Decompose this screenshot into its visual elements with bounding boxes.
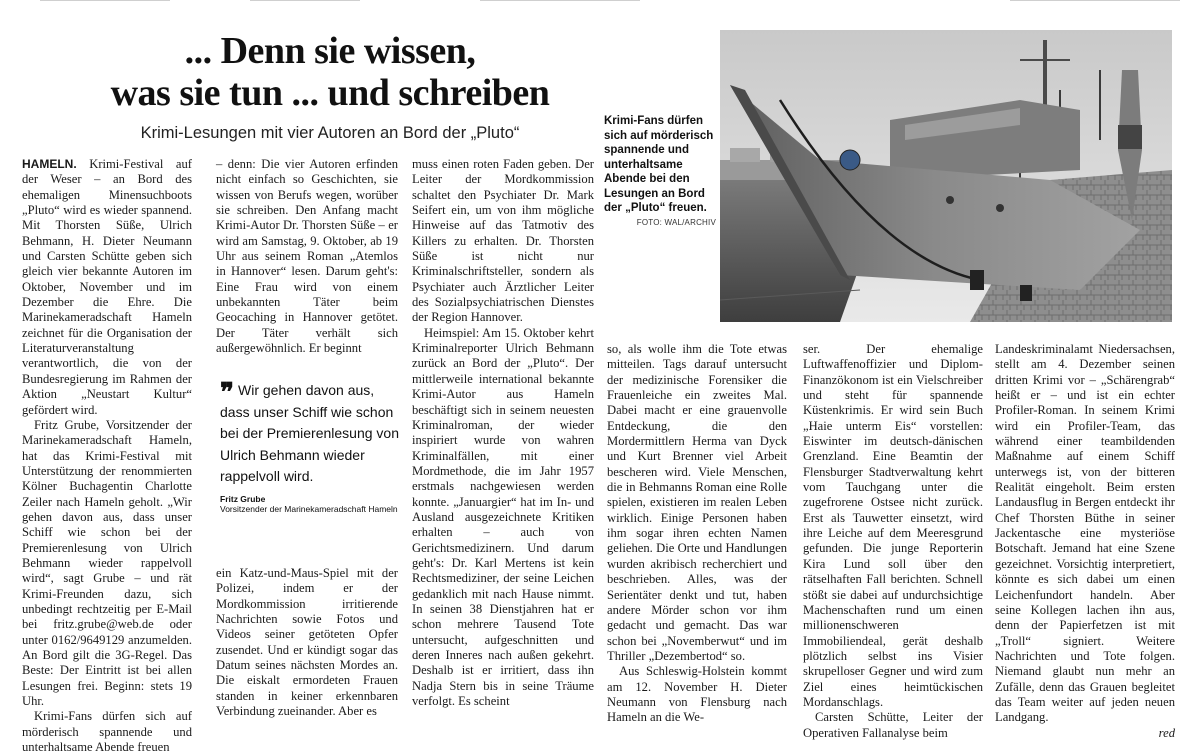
paragraph: muss einen roten Faden geben. Der Leiter der Mordkommission schaltet den Psychiater Dr. Mark Seifert ein, um von ihm mögliche Hinweise auf das Tatmotiv des Killers zu erhalten. Dr. Thorsten Süße ist nicht nur Kriminalschriftsteller, sondern als Psychiater auch Ärztlicher Leiter des Sozialpsychiatrischen Dienstes der Region Hannover. xyxy=(412,157,594,325)
photo-caption-block xyxy=(604,114,716,227)
author-signature: red xyxy=(1158,725,1175,740)
article-column-3 xyxy=(412,157,594,709)
pull-quote-text xyxy=(220,377,400,488)
subheadline: Krimi-Lesungen mit vier Autoren an Bord der „Pluto“ xyxy=(140,124,520,142)
paragraph: Aus Schleswig-Holstein kommt am 12. November H. Dieter Neumann von Flensburg nach Hameln an die We- xyxy=(607,664,787,725)
article-column-5 xyxy=(803,342,983,741)
paragraph: ein Katz-und-Maus-Spiel mit der Polizei, indem er der Mordkommission irritierende Nachrichten sowie Fotos und Videos seiner getöteten Opfer zusendet. Und er kündigt sogar das Datum seines nächsten Mordes an. Die eiskalt ermordeten Frauen standen in keiner erkennbaren Verbindung zueinander. Aber es xyxy=(216,566,398,719)
article-column-6 xyxy=(995,342,1175,741)
headline-line-1: ... Denn sie wissen, xyxy=(184,30,476,72)
quote-body: Wir gehen davon aus, dass unser Schiff wie schon bei der Premierenlesung von Ulrich Behmann wieder rappelvoll wird. xyxy=(220,382,399,484)
paragraph: Krimi-Fans dürfen sich auf mörderisch spannende und unterhaltsame Abende freuen xyxy=(22,709,192,755)
paragraph: Heimspiel: Am 15. Oktober kehrt Kriminalreporter Ulrich Behmann zurück an Bord der „Pluto“. Der mittlerweile international bekannte Krimi-Autor aus Hameln beschäftigt sich in seinem neuesten Kriminalroman, der wieder inspiriert wurde von wahren Kriminalfällen, mit einer Mordmethode, die im Jahr 1957 erstmals nachgewiesen werden konnte. „Januargier“ hat im In- und Ausland ausgezeichnete Kritiken erhalten – auch von Gerichtsmedizinern. Und darum geht's: Dr. Karl Mertens ist kein Rechtsmediziner, der seine Leichen gedanklich mit nach Hause nimmt. In seinen 38 Dienstjahren hat er schon mehrere Tausend Tote untersucht, aufgeschnitten und deren Inneres nach außen gekehrt. Deshalb ist er irritiert, dass ihn Nadja Stern bis in seine Träume verfolgt. Es scheint xyxy=(412,325,594,709)
photo-caption: Krimi-Fans dürfen sich auf mörderisch spannende und unterhaltsame Abende bei den Lesungen an Bord der „Pluto“ freuen. xyxy=(604,115,714,214)
quote-author-title: Vorsitzender der Marinekameradschaft Hameln xyxy=(220,504,398,514)
paragraph: Landeskriminalamt Niedersachsen, stellt am 4. Dezember seinen dritten Krimi vor – „Schärengrab“ heißt er – und ist ein echter Profiler-Roman. In seinem Krimi wird ein Profiler-Team, das während einer teambildenden Maßnahme auf einem Schiff unterwegs ist, von der bitteren Realität eingeholt. Beim ersten Landausflug in Bergen entdeckt ihr Chef Thorsten Büthe in seiner Jackentasche eine mysteriöse Botschaft. Jemand hat eine Szene gezeichnet. Vorsichtig interpretiert, könnte es sich dabei um einen Leichenfundort handeln. Aber seine Kollegen lachen ihn aus, denn der Papierfetzen ist mit „Troll“ signiert. Weitere Nachrichten und Tote folgen. Niemand glaubt nun mehr an Zufälle, denn das Grauen begleitet das Team weiter auf jeden neuen Landgang. xyxy=(995,342,1175,725)
top-rule xyxy=(250,0,360,1)
paragraph: so, als wolle ihm die Tote etwas mitteilen. Tags darauf untersucht der medizinische Forensiker die Frauenleiche ein zweites Mal. Dabei macht er eine grauenvolle Entdeckung, die den Mordermittlern Herma van Dyck und Kurt Brenner viel Arbeit bescheren wird. Viele Menschen, die in Behmanns Roman eine Rolle spielen, existieren im realen Leben wirklich. Einige Personen haben ihm sogar ihren echten Namen geliehen. Die Orte und Handlungen wurden akribisch recherchiert und beschrieben. Alles, was der Serientäter denkt und tut, haben andere Mörder schon vor ihm gedacht und gemacht. Das war schon bei „Novemberwut“ und im Thriller „Dezembertod“ so. xyxy=(607,342,787,663)
article-column-2-top xyxy=(216,157,398,356)
minesweeper-pluto-illustration xyxy=(720,30,1172,322)
article-column-2-bottom xyxy=(216,566,398,719)
dateline: HAMELN. xyxy=(22,157,77,171)
quote-author-name: Fritz Grube xyxy=(220,493,266,504)
quote-mark-icon: ❞ xyxy=(220,377,234,407)
top-rule xyxy=(480,0,640,1)
ship-photo xyxy=(720,30,1172,322)
paragraph: Fritz Grube, Vorsitzender der Marinekameradschaft Hameln, hat das Krimi-Festival mit Unterstützung der renommierten Kölner Buchagentin Charlotte Zeiler nach Hameln geholt. „Wir gehen davon aus, dass unser Schiff wie schon bei der Premierenlesung von Ulrich Behmann wieder rappelvoll wird“, sagt Grube – und rät Krimi-Freunden dazu, sich unbedingt rechtzeitig per E-Mail bei fritz.grube@web.de oder unter 0162/9649129 anzumelden. An Bord gilt die 3G-Regel. Das Beste: Der Eintritt ist bei allen Lesungen frei. Beginn: stets 19 Uhr. xyxy=(22,417,192,709)
article-column-4 xyxy=(607,342,787,726)
top-rule xyxy=(1010,0,1180,1)
pull-quote-author xyxy=(220,494,400,515)
paragraph: – denn: Die vier Autoren erfinden nicht einfach so Geschichten, sie wissen von Berufs wegen, worüber sie schreiben. Den Anfang macht Krimi-Autor Dr. Thorsten Süße – er wird am Samstag, 9. Oktober, ab 19 Uhr aus seinem Roman „Atemlos in Hannover“ lesen. Darum geht's: Eine Frau wird von einem unbekannten Täter beim Geocaching in Hannover getötet. Der Täter verhält sich außergewöhnlich. Er beginnt xyxy=(216,157,398,356)
paragraph: Carsten Schütte, Leiter der Operativen Fallanalyse beim xyxy=(803,710,983,740)
headline-line-2: was sie tun ... und schreiben xyxy=(110,72,550,114)
pull-quote xyxy=(220,377,400,560)
paragraph: ser. Der ehemalige Luftwaffenoffizier und Diplom-Finanzökonom ist ein Vielschreiber und steht für spannende Küstenkrimis. Er wird sein Buch „Haie unterm Eis“ vorstellen: Eiswinter im deutsch-dänischen Grenzland. Eine Beamtin der Flensburger Stadtverwaltung kehrt vom Tauchgang unter die zugefrorene Ostsee nicht zurück. Erst als Tauwetter einsetzt, wird ihre Leiche auf dem Meeresgrund gefunden. Die junge Reporterin Kira Lund soll über den rätselhaften Fall berichten. Schnell stößt sie dabei auf undurchsichtige Machenschaften rund um einen millionenschweren Immobiliendeal, gerät deshalb plötzlich selbst ins Visier skrupelloser Gegner und wird zum Ziel eines heimtückischen Mordanschlags. xyxy=(803,342,983,709)
paragraph: Krimi-Festival auf der Weser – an Bord des ehemaligen Minensuchboots „Pluto“ wird es wieder spannend. Mit Thorsten Süße, Ulrich Behmann, H. Dieter Neumann und Carsten Schütte geben sich gleich vier bekannte Autoren im Oktober, November und im Dezember die Ehre. Die Marinekameradschaft Hameln zeichnet für die Organisation der Literaturveranstaltung verantwortlich, die von der Bundesregierung im Rahmen der Aktion „Neustart Kultur“ gefördert wird. xyxy=(22,157,192,417)
top-rule xyxy=(40,0,170,1)
article-column-1 xyxy=(22,157,192,755)
headline xyxy=(20,30,640,114)
photo-credit: FOTO: WAL/ARCHIV xyxy=(636,217,716,227)
